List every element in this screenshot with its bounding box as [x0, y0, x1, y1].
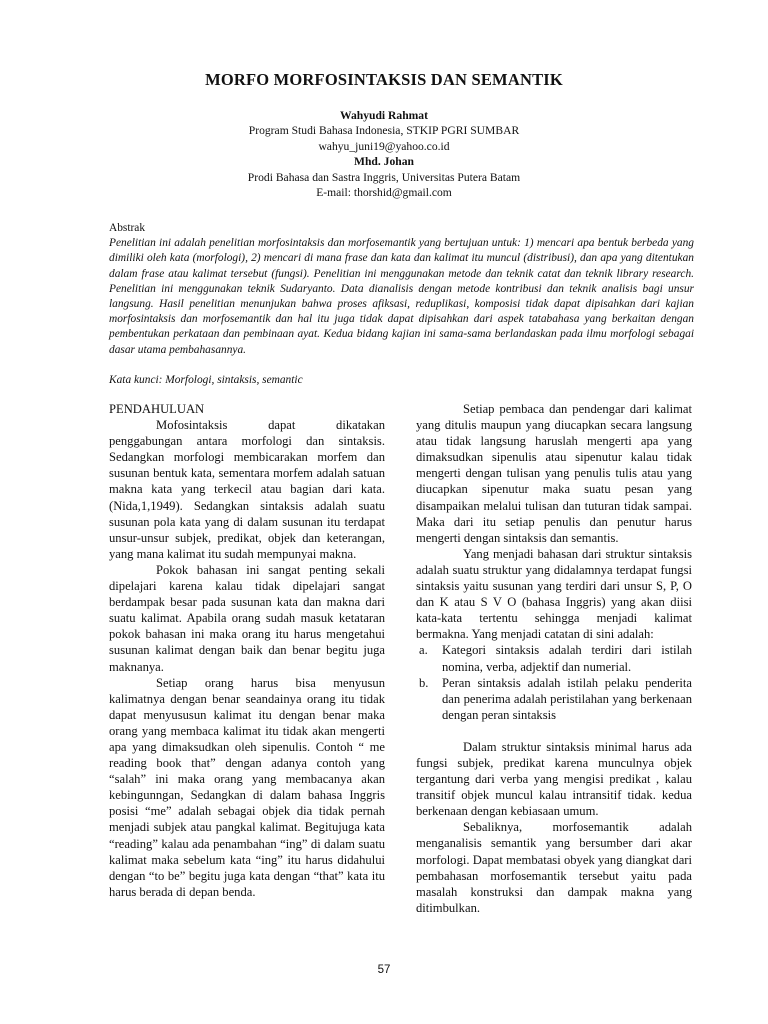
- author-email: wahyu_juni19@yahoo.co.id: [318, 139, 450, 153]
- catatan-list: [416, 642, 692, 722]
- list-item-text: Kategori sintaksis adalah terdiri dari istilah nomina, verba, adjektif dan numerial.: [442, 643, 692, 674]
- author-affiliation: Program Studi Bahasa Indonesia, STKIP PGRI SUMBAR: [248, 124, 520, 138]
- author-name: Wahyudi Rahmat: [340, 109, 428, 122]
- list-marker: b.: [419, 675, 429, 690]
- right-column: [416, 401, 692, 916]
- body-paragraph: Mofosintaksis dapat dikatakan penggabungan antara morfologi dan sintaksis. Sedangkan morfologi membicarakan morfem dan susunan bentuk kata, sementara morfem adalah satuan makna kata yang terkecil atau bagian dari kata. (Nida,1,1949). Sedangkan sintaksis adalah suatu susunan pola kata yang di dalam susunan itu terdapat unsur-unsur subjek, predikat, objek dan keterangan, yang mana kalimat itu sudah mempunyai makna.: [109, 418, 385, 561]
- abstract-text: Penelitian ini adalah penelitian morfosintaksis dan morfosemantik yang bertujuan untuk: 1) mencari apa bentuk berbeda yang dimiliki oleh kata (morfologi), 2) mencari di mana frase dan kata dan kalimat itu muncul (distribusi), dan apa yang ditentukan dalam frase atau kalimat tersebut (fungsi). Penelitian ini menggunakan metode dan teknik catat dan teknik library research. Penelitian ini menggunakan teknik Sudaryanto. Data dianalisis dengan metode kontribusi dan teknik analisis bagi unsur langsung. Hasil penelitian menunjukan bahwa proses afiksasi, reduplikasi, komposisi tidak dapat dipisahkan dari kajian morfosintaksis dan morfosemantik dan hal itu juga tidak dapat dipisahkan dari aspek tatabahasa yang berkaitan dengan pembentukan perkataan dan pembinaan ayat. Kedua bidang kajian ini sama-sama berlandaskan pada ilmu morfologi sebagai dasar utama pembahasannya.: [109, 237, 694, 356]
- author-block: [0, 108, 768, 200]
- paper-title: MORFO MORFOSINTAKSIS DAN SEMANTIK: [205, 70, 563, 89]
- body-paragraph: Setiap orang harus bisa menyusun kalimatnya dengan benar seandainya orang itu tidak dapat menyususun kalimat itu dengan benar maka orang yang membaca kalimat itu tidak akan mengerti apa yang dimaksudkan oleh sipenulis. Contoh “ me reading book that” dengan adanya contoh yang “salah” ini maka orang yang membacanya akan kebingunngan, Sedangkan di dalam bahasa Inggris posisi “me” adalah sebagai objek dia tidak pernah menjadi subjek atau pangkal kalimat. Begitujuga kata “reading” kalau ada penambahan “ing” di dalam suatu kalimat maka sebelum kata “ing” itu harus didahului dengan “to be” begitu juga kata dengan “that” kata itu harus berada di depan benda.: [109, 675, 385, 899]
- section-heading: PENDAHULUAN: [109, 402, 205, 416]
- body-paragraph: Yang menjadi bahasan dari struktur sintaksis adalah suatu struktur yang didalamnya terdapat fungsi sintaksis yaitu susunan yang terdiri dari unsur S, P, O dan K atau S V O (bahasa Inggris) yang akan diisi kata-kata tertentu sehingga menjadi kalimat bermakna. Yang menjadi catatan di sini adalah:: [416, 546, 692, 642]
- body-paragraph: Dalam struktur sintaksis minimal harus ada fungsi subjek, predikat karena munculnya objek tergantung dari verba yang mengisi predikat , kalau transitif objek muncul kalau intransitif tidak. kedua berkenaan dengan kebiasaan umum.: [416, 739, 692, 819]
- author-affiliation: Prodi Bahasa dan Sastra Inggris, Universitas Putera Batam: [247, 170, 521, 184]
- body-paragraph: Sebaliknya, morfosemantik adalah menganalisis semantik yang bersumber dari akar morfologi. Dapat membatasi obyek yang diangkat dari pembahasan morfosemantik tersebut yaitu pada masalah konstruksi dan dampak makna yang ditimbulkan.: [416, 820, 692, 915]
- keywords: Kata kunci: Morfologi, sintaksis, semantic: [109, 374, 303, 386]
- page-number: 57: [377, 964, 391, 976]
- author-email: E-mail: thorshid@gmail.com: [316, 186, 452, 200]
- body-paragraph: Pokok bahasan ini sangat penting sekali dipelajari karena kalau tidak dipelajari sangat berdampak besar pada susunan kata dan makna dari suatu kalimat. Apabila orang sudah masuk ketataran pokok bahasan ini maka orang itu harus mengetahui susunan kalimat dengan baik dan benar begitu juga maknanya.: [109, 562, 385, 674]
- list-item: [416, 642, 692, 674]
- abstract-label: Abstrak: [109, 222, 146, 234]
- body-paragraph: Setiap pembaca dan pendengar dari kalimat yang ditulis maupun yang diucapkan secara langsung atau tidak langsung haruslah mengerti apa yang dimaksudkan sipenulis atau sipenutur kalau tidak mengerti dengan tulisan yang penulis tulis atau yang diucapkan sipenutur maka suatu pesan yang disampaikan melalui tulisan dan tuturan tidak sampai. Maka dari itu setiap penulis dan penutur harus mengerti dengan sintaksis dan semantis.: [416, 402, 692, 545]
- abstract: [109, 221, 694, 358]
- list-item: [416, 675, 692, 723]
- author-name: Mhd. Johan: [354, 155, 414, 169]
- paragraph-gap: [416, 723, 692, 739]
- list-item-text: Peran sintaksis adalah istilah pelaku penderita dan penerima adalah peristilahan yang berkenaan dengan peran sintaksis: [442, 675, 692, 722]
- list-marker: a.: [419, 643, 428, 658]
- left-column: [109, 401, 385, 900]
